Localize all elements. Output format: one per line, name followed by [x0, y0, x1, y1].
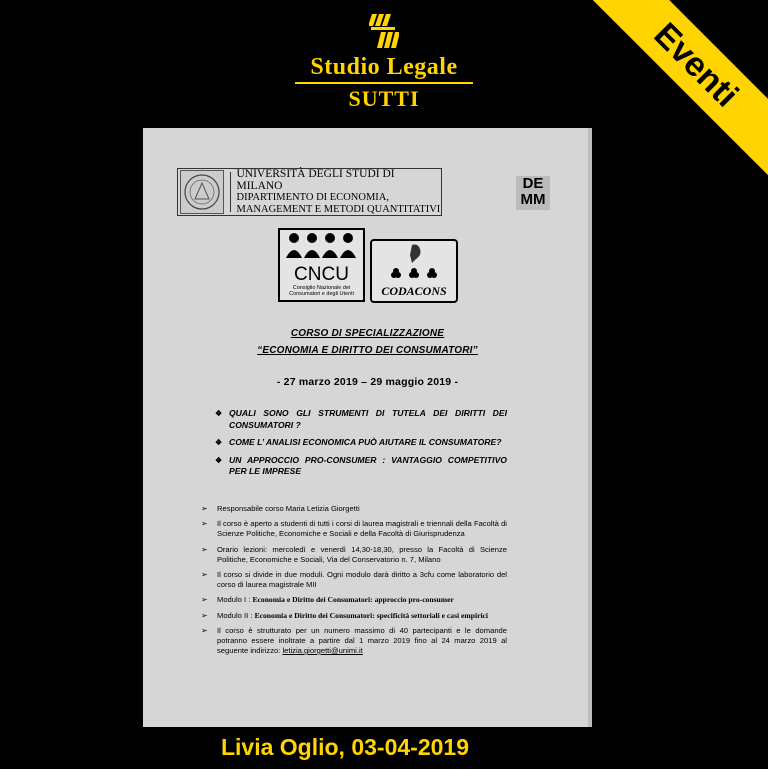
- brand-header: [0, 12, 768, 112]
- codacons-name: CODACONS: [381, 284, 447, 298]
- arrow-bullet-icon: ➢: [201, 519, 208, 529]
- author-date-caption: Livia Oglio, 03-04-2019: [220, 734, 469, 760]
- document-edge: [588, 128, 592, 727]
- module-prefix: Modulo I :: [217, 595, 253, 605]
- list-item: [201, 595, 507, 605]
- diamond-bullet-icon: ❖: [215, 455, 223, 465]
- question-text: UN APPROCCIO PRO-CONSUMER : VANTAGGIO COMPETITIVO PER LE IMPRESE: [229, 454, 507, 476]
- list-item: [201, 504, 507, 514]
- list-item: [215, 437, 507, 449]
- detail-text: Responsabile corso Maria Letizia Giorgetti: [217, 504, 360, 513]
- course-dates: - 27 marzo 2019 – 29 maggio 2019 -: [276, 376, 459, 388]
- module-title: Economia e Diritto dei Consumatori: specificità settoriali e casi empirici: [254, 610, 489, 620]
- detail-text: Il corso si divide in due moduli. Ogni modulo darà diritto a 3cfu come laboratorio del corso di laurea magistrale MII: [217, 570, 507, 589]
- list-item: [201, 545, 507, 565]
- list-item: [215, 408, 507, 431]
- course-details-list: [201, 504, 507, 661]
- university-name: [236, 168, 441, 216]
- brand-divider: [295, 82, 473, 84]
- university-seal-icon: [180, 170, 224, 214]
- course-title-line2: “ECONOMIA E DIRITTO DEI CONSUMATORI”: [257, 345, 478, 356]
- arrow-bullet-icon: ➢: [201, 595, 208, 605]
- events-ribbon-label: Eventi: [646, 15, 746, 115]
- university-divider: [230, 172, 231, 212]
- university-line1: UNIVERSITÀ DEGLI STUDI DI MILANO: [236, 168, 395, 192]
- course-title-line1: CORSO DI SPECIALIZZAZIONE: [290, 328, 445, 339]
- arrow-bullet-icon: ➢: [201, 610, 208, 620]
- cncu-acronym: CNCU: [294, 264, 349, 285]
- list-item: [201, 519, 507, 539]
- list-item: [201, 570, 507, 590]
- logo-mark-icon: [0, 12, 768, 50]
- people-group-icon: [282, 230, 362, 260]
- diamond-bullet-icon: ❖: [215, 438, 223, 447]
- question-text: QUALI SONO GLI STRUMENTI DI TUTELA DEI DIRITTI DEI CONSUMATORI ?: [229, 408, 507, 430]
- arrow-bullet-icon: ➢: [201, 504, 208, 513]
- course-title: [143, 325, 592, 359]
- key-questions-list: [215, 408, 507, 484]
- detail-text: Il corso è aperto a studenti di tutti i corsi di laurea magistrali e triennali della Facoltà di Scienze Politiche, Economiche e Sociali e della Facoltà di Giurisprudenza: [217, 519, 507, 539]
- event-flyer-document: [143, 128, 592, 727]
- demm-logo-bottom: MM: [520, 191, 546, 208]
- arrow-bullet-icon: ➢: [201, 544, 208, 554]
- codacons-logo: [370, 239, 458, 303]
- diamond-bullet-icon: ❖: [215, 409, 223, 418]
- module-prefix: Modulo II :: [217, 610, 255, 620]
- detail-text: Il corso è strutturato per un numero massimo di 40 partecipanti e le domande potranno essere inoltrate a partire dal 1 marzo 2019 fino al 24 marzo 2019 al seguente indirizzo:: [217, 626, 507, 655]
- university-line3: MANAGEMENT E METODI QUANTITATIVI: [236, 204, 441, 215]
- cncu-line1: Consiglio Nazionale dei: [292, 285, 351, 291]
- cncu-line2: Consumatori e degli Utenti: [289, 291, 354, 297]
- university-line2: DIPARTIMENTO DI ECONOMIA,: [236, 192, 389, 203]
- detail-text: Orario lezioni: mercoledì e venerdì 14,30-18,30, presso la Facoltà di Scienze Politiche, Economiche e Sociali, Via del Conservatorio n. 7, Milano: [217, 544, 507, 564]
- brand-name-line2: SUTTI: [348, 86, 420, 111]
- bird-clover-icon: [372, 241, 456, 285]
- question-text: COME L’ ANALISI ECONOMICA PUÒ AIUTARE IL CONSUMATORE?: [229, 437, 502, 447]
- demm-logo: [516, 176, 550, 210]
- list-item: [201, 611, 507, 621]
- list-item: [201, 626, 507, 656]
- arrow-bullet-icon: ➢: [201, 626, 208, 636]
- brand-name-line1: Studio Legale: [310, 54, 458, 80]
- arrow-bullet-icon: ➢: [201, 570, 208, 580]
- university-header: [177, 168, 442, 216]
- contact-email-link[interactable]: letizia.giorgetti@unimi.it: [282, 645, 363, 655]
- cncu-logo: [278, 228, 365, 302]
- list-item: [215, 455, 507, 478]
- demm-logo-top: DE: [522, 175, 544, 192]
- module-title: Economia e Diritto dei Consumatori: approccio pro-consumer: [252, 595, 454, 605]
